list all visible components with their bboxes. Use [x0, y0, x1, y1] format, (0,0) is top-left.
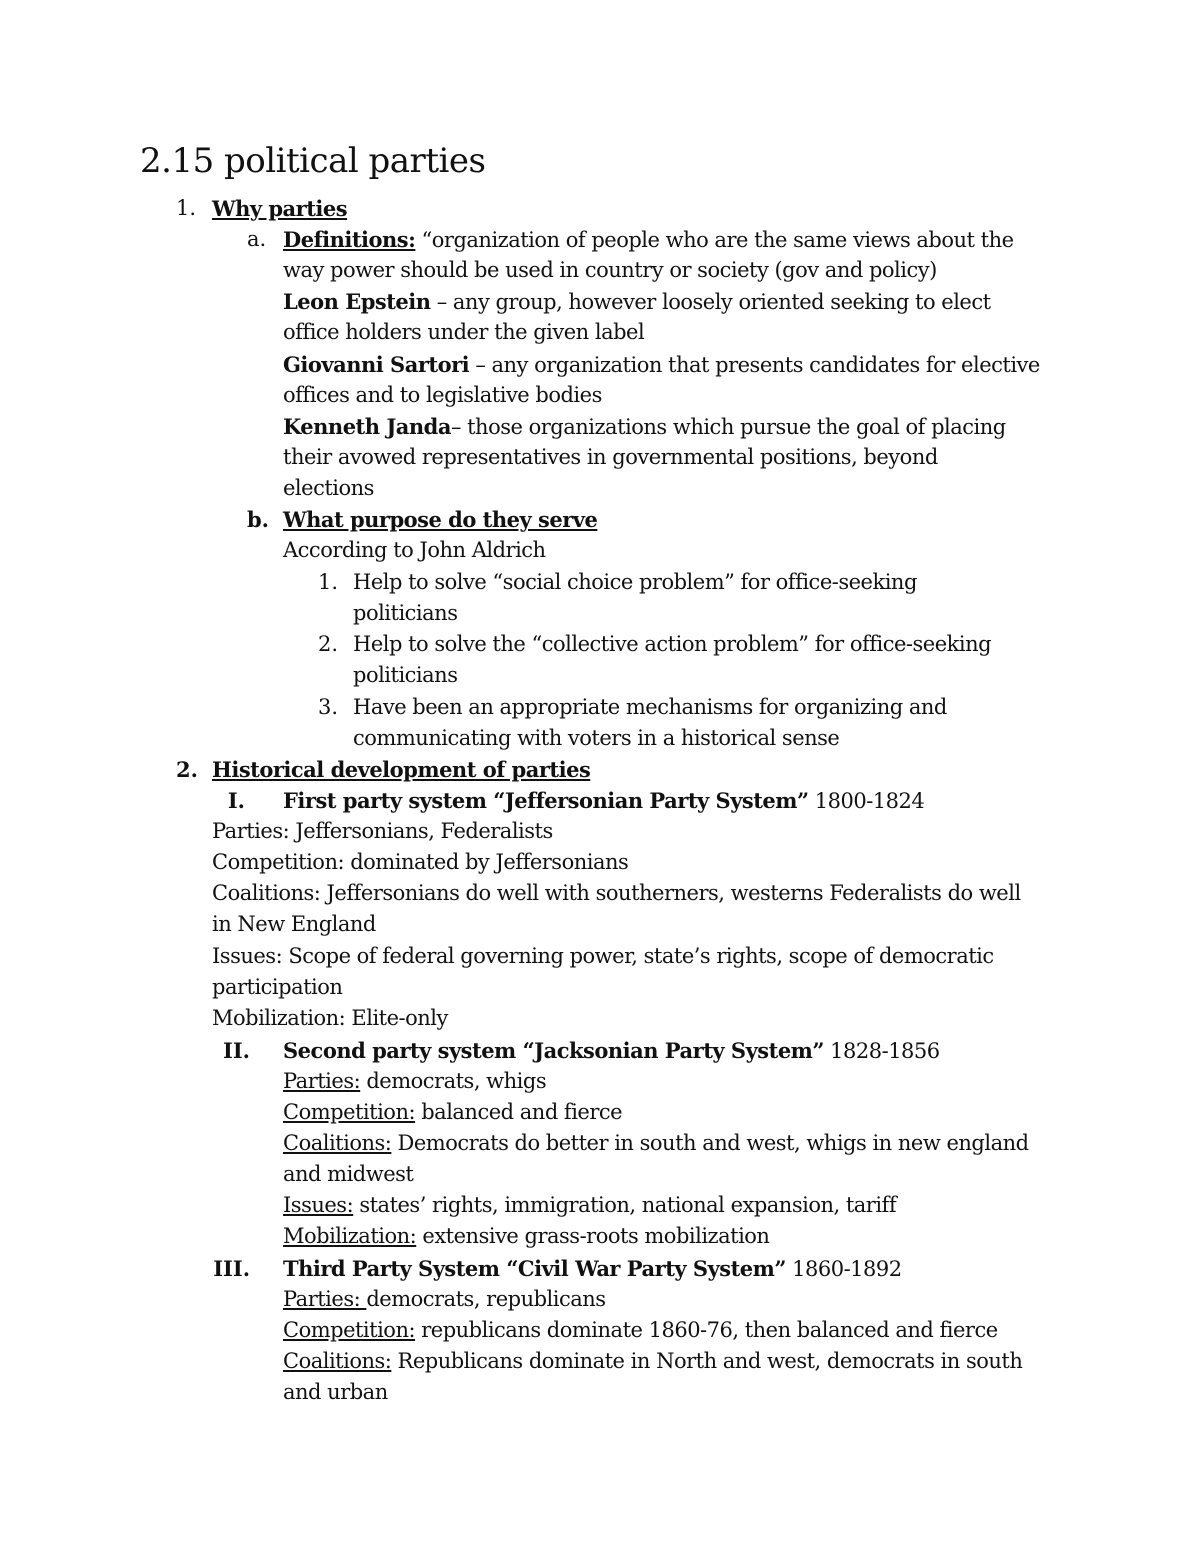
definitions-line-2: way power should be used in country or society (gov and policy) — [283, 258, 937, 282]
second-coalitions-label: Coalitions: — [283, 1131, 392, 1155]
first-coalitions-line-2: in New England — [212, 912, 376, 936]
item-b-letter: b. — [247, 507, 269, 532]
epstein-text: – any group, however loosely oriented seeking to elect — [430, 290, 991, 314]
first-issues-line-1: Issues: Scope of federal governing power, state’s rights, scope of democratic — [212, 944, 994, 968]
second-mobilization — [283, 1221, 769, 1252]
purpose-item-2-line-1: Help to solve the “collective action problem” for office-seeking — [353, 632, 992, 656]
second-competition-text: balanced and fierce — [415, 1100, 623, 1124]
sartori-line-1 — [283, 349, 1040, 381]
third-system-heading — [283, 1253, 902, 1285]
janda-line-2: their avowed representatives in governmental positions, beyond — [283, 445, 938, 469]
sartori-text: – any organization that presents candidates for elective — [469, 353, 1040, 377]
janda-name: Kenneth Janda — [283, 414, 451, 439]
purpose-item-1-line-2: politicians — [353, 601, 458, 625]
epstein-line-2: office holders under the given label — [283, 320, 645, 344]
first-parties: Parties: Jeffersonians, Federalists — [212, 819, 553, 843]
third-coalitions-label: Coalitions: — [283, 1349, 392, 1373]
third-system-title: Third Party System “Civil War Party System” — [283, 1256, 786, 1281]
section-2-heading: Historical development of parties — [212, 757, 591, 782]
second-issues-text: states’ rights, immigration, national expansion, tariff — [353, 1193, 897, 1217]
second-mobilization-label: Mobilization: — [283, 1224, 417, 1248]
purpose-item-2-line-2: politicians — [353, 663, 458, 687]
third-coalitions-line-1 — [283, 1346, 1022, 1377]
second-system-title: Second party system “Jacksonian Party System” — [283, 1038, 824, 1063]
page-title: 2.15 political parties — [140, 141, 486, 181]
third-system-years: 1860-1892 — [785, 1257, 902, 1281]
section-1-number: 1. — [176, 196, 197, 220]
first-mobilization: Mobilization: Elite-only — [212, 1006, 448, 1030]
second-competition-label: Competition: — [283, 1100, 416, 1124]
section-2-number: 2. — [176, 757, 198, 782]
purpose-item-3-number: 3. — [318, 695, 339, 719]
third-competition-text: republicans dominate 1860-76, then balanced and fierce — [415, 1318, 998, 1342]
janda-line-1 — [283, 411, 1006, 443]
second-issues — [283, 1190, 896, 1221]
third-parties-text: democrats, republicans — [366, 1287, 606, 1311]
third-parties-label: Parties: — [283, 1287, 367, 1311]
purpose-item-1-number: 1. — [318, 570, 339, 594]
third-coalitions-line-2: and urban — [283, 1380, 388, 1404]
janda-text: – those organizations which pursue the goal of placing — [450, 415, 1006, 439]
purpose-item-1-line-1: Help to solve “social choice problem” for office-seeking — [353, 570, 917, 594]
sartori-name: Giovanni Sartori — [283, 352, 470, 377]
second-competition — [283, 1097, 622, 1128]
aldrich-intro: According to John Aldrich — [283, 538, 546, 562]
third-competition-label: Competition: — [283, 1318, 416, 1342]
definitions-label: Definitions: — [283, 227, 416, 252]
first-system-heading — [283, 785, 924, 817]
second-parties-label: Parties: — [283, 1069, 361, 1093]
second-mobilization-text: extensive grass-roots mobilization — [416, 1224, 770, 1248]
second-parties-text: democrats, whigs — [360, 1069, 547, 1093]
second-issues-label: Issues: — [283, 1193, 354, 1217]
second-parties — [283, 1066, 546, 1097]
epstein-line-1 — [283, 286, 991, 318]
second-system-heading — [283, 1035, 940, 1067]
first-coalitions-line-1: Coalitions: Jeffersonians do well with southerners, westerns Federalists do well — [212, 881, 1021, 905]
first-system-title: First party system “Jeffersonian Party System” — [283, 788, 809, 813]
definitions-text: “organization of people who are the same views about the — [415, 228, 1014, 252]
first-system-years: 1800-1824 — [808, 789, 925, 813]
sartori-line-2: offices and to legislative bodies — [283, 383, 602, 407]
purpose-item-3-line-2: communicating with voters in a historical sense — [353, 726, 840, 750]
second-coalitions-line-1 — [283, 1128, 1029, 1159]
purpose-item-3-line-1: Have been an appropriate mechanisms for organizing and — [353, 695, 947, 719]
janda-line-3: elections — [283, 476, 374, 500]
third-coalitions-text: Republicans dominate in North and west, democrats in south — [391, 1349, 1023, 1373]
second-system-years: 1828-1856 — [823, 1039, 940, 1063]
first-competition: Competition: dominated by Jeffersonians — [212, 850, 629, 874]
epstein-name: Leon Epstein — [283, 289, 431, 314]
second-coalitions-text: Democrats do better in south and west, whigs in new england — [391, 1131, 1029, 1155]
item-a-letter: a. — [247, 227, 267, 251]
purpose-item-2-number: 2. — [318, 632, 339, 656]
first-system-roman: I. — [227, 788, 245, 813]
first-issues-line-2: participation — [212, 975, 343, 999]
second-coalitions-line-2: and midwest — [283, 1162, 414, 1186]
third-parties — [283, 1284, 606, 1315]
second-system-roman: II. — [223, 1038, 250, 1063]
purpose-heading: What purpose do they serve — [283, 507, 598, 532]
section-1-heading: Why parties — [212, 196, 348, 221]
third-competition — [283, 1315, 998, 1346]
definitions-line-1 — [283, 224, 1014, 256]
third-system-roman: III. — [213, 1256, 250, 1281]
